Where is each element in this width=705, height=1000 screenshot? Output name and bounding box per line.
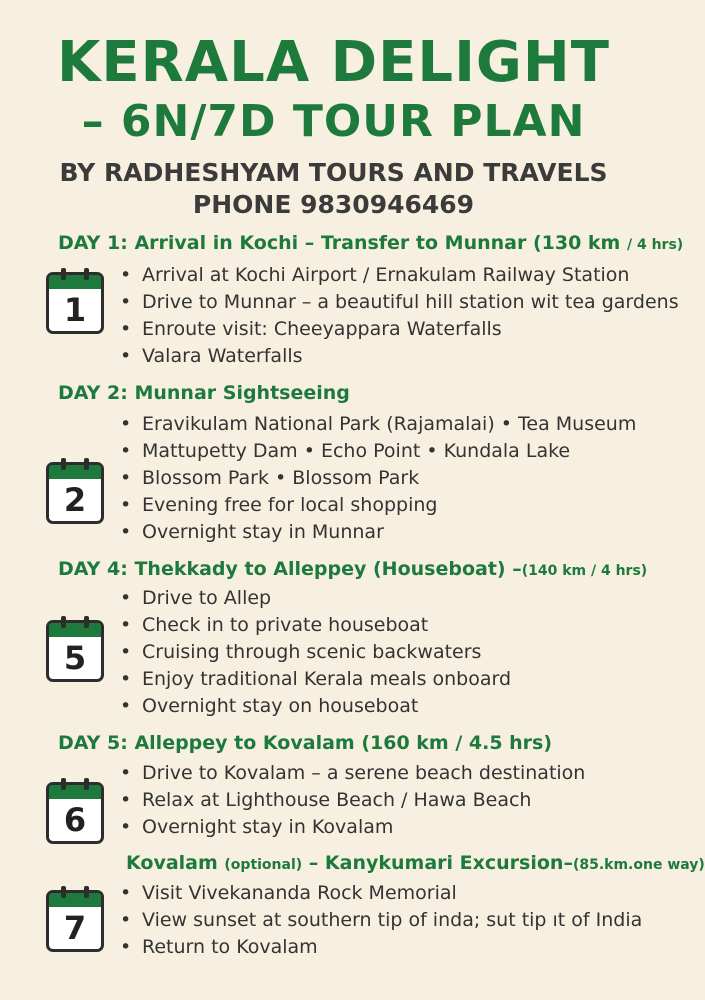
calendar-ring	[61, 268, 66, 280]
list-item: • Overnight stay on houseboat	[120, 695, 419, 717]
calendar-day-number: 7	[63, 909, 87, 947]
operator-name: BY RADHESHYAM TOURS AND TRAVELS	[59, 158, 608, 187]
list-item: • Mattupetty Dam • Echo Point • Kundala Lake	[120, 440, 571, 462]
calendar-header-bar	[49, 623, 101, 637]
excursion-title-rest: – Kanykumari Excursion–	[308, 852, 573, 874]
list-item: • Overnight stay in Kovalam	[120, 816, 394, 838]
day-5-title-text: DAY 5: Alleppey to Kovalam (160 km / 4.5 hrs)	[58, 732, 553, 754]
day-4-title	[58, 558, 647, 580]
list-item: • Arrival at Kochi Airport / Ernakulam Railway Station	[120, 264, 630, 286]
calendar-day-number: 6	[63, 801, 87, 839]
day-1-title-text: DAY 1: Arrival in Kochi – Transfer to Munnar (130 km	[58, 232, 621, 254]
calendar-day-number: 1	[63, 291, 87, 329]
excursion-title-text: Kovalam	[126, 852, 218, 874]
page-title-line1: KERALA DELIGHT	[57, 30, 610, 95]
day-4-title-small: (140 km / 4 hrs)	[521, 563, 648, 579]
calendar-ring	[61, 616, 66, 628]
calendar-day-number: 5	[63, 639, 87, 677]
list-item: • Blossom Park • Blossom Park	[120, 467, 420, 489]
excursion-distance: (85.km.one way)	[572, 857, 705, 873]
list-item: • Cruising through scenic backwaters	[120, 641, 482, 663]
list-item: • Eravikulam National Park (Rajamalai) • Tea Museum	[120, 413, 637, 435]
page-title-line2: – 6N/7D TOUR PLAN	[81, 96, 586, 147]
day-1-title-small: / 4 hrs)	[626, 237, 684, 253]
calendar-ring	[61, 458, 66, 470]
list-item: • Return to Kovalam	[120, 936, 318, 958]
calendar-header-bar	[49, 893, 101, 907]
day-1-title	[58, 232, 683, 254]
calendar-icon	[46, 462, 104, 524]
list-item: • Drive to Munnar – a beautiful hill station wit tea gardens	[120, 291, 679, 313]
calendar-ring	[84, 458, 89, 470]
calendar-ring	[84, 886, 89, 898]
list-item: • Drive to Allep	[120, 587, 272, 609]
list-item: • View sunset at southern tip of inda; sut tip ıt of India	[120, 909, 643, 931]
list-item: • Enjoy traditional Kerala meals onboard	[120, 668, 512, 690]
day-5-list	[120, 760, 585, 841]
excursion-list	[120, 880, 642, 961]
day-1-list	[120, 262, 679, 370]
phone-number: PHONE 9830946469	[192, 190, 475, 219]
list-item: • Enroute visit: Cheeyappara Waterfalls	[120, 318, 502, 340]
calendar-icon	[46, 272, 104, 334]
excursion-optional-label: (optional)	[224, 857, 303, 873]
day-4-list	[120, 585, 511, 720]
calendar-icon	[46, 890, 104, 952]
calendar-header-bar	[49, 465, 101, 479]
list-item: • Relax at Lighthouse Beach / Hawa Beach	[120, 789, 532, 811]
day-5-title	[58, 732, 552, 754]
calendar-ring	[84, 616, 89, 628]
list-item: • Visit Vivekananda Rock Memorial	[120, 882, 457, 904]
calendar-ring	[61, 778, 66, 790]
calendar-ring	[84, 268, 89, 280]
day-2-title	[58, 382, 350, 404]
list-item: • Drive to Kovalam – a serene beach destination	[120, 762, 586, 784]
calendar-day-number: 2	[63, 481, 87, 519]
calendar-icon	[46, 620, 104, 682]
calendar-ring	[61, 886, 66, 898]
list-item: • Overnight stay in Munnar	[120, 521, 384, 543]
day-2-title-text: DAY 2: Munnar Sightseeing	[58, 382, 350, 404]
day-4-title-text: DAY 4: Thekkady to Alleppey (Houseboat) –	[58, 558, 522, 580]
calendar-icon	[46, 782, 104, 844]
excursion-title	[126, 852, 705, 874]
calendar-header-bar	[49, 785, 101, 799]
list-item: • Check in to private houseboat	[120, 614, 429, 636]
list-item: • Evening free for local shopping	[120, 494, 438, 516]
list-item: • Valara Waterfalls	[120, 345, 303, 367]
calendar-header-bar	[49, 275, 101, 289]
day-2-list	[120, 411, 636, 546]
calendar-ring	[84, 778, 89, 790]
